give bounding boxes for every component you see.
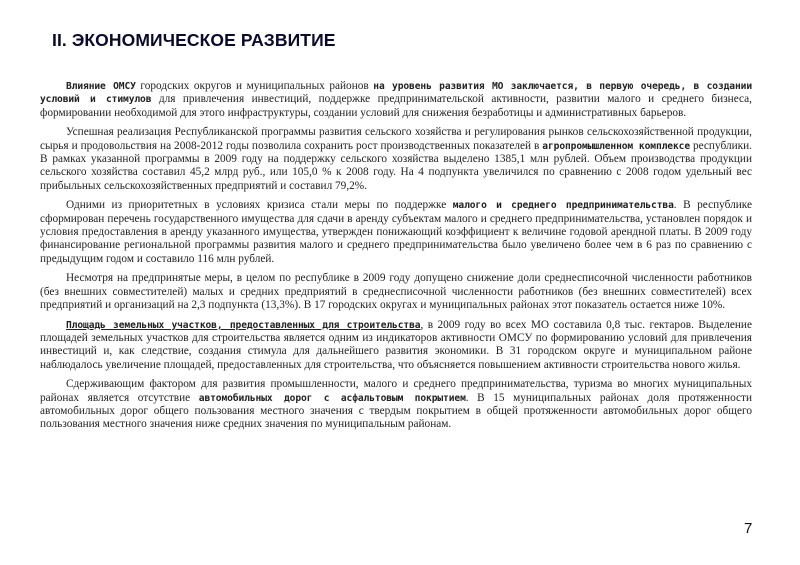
p6-text-a: Сдерживающим фактором для развития промышленности, малого и среднего предпринимательства, туризма во многих муниципальных районах является отсутствие [40,378,752,404]
p2-text-b: республики. В рамках указанной программы в 2009 году на поддержку сельского хозяйства выделено 1385,1 млн рублей. Объем производства продукции сельского хозяйства составил 45,2 млрд руб., или 105,0 % к 2008 году. На 4 подпункта увеличился по сравнению с 2008 годом удельный вес прибыльных сельскохозяйственных предприятий и составил 79,2%. [40,139,752,192]
body-text [40,80,752,438]
p6-text-b: . В 15 муниципальных районах доля протяженности автомобильных дорог общего пользования местного значения с твердым покрытием в общей протяженности автомобильных дорог общего пользования местного значения ниже средних значения по муниципальным районам. [40,391,752,431]
page-number: 7 [744,520,753,537]
p5-text: , в 2009 году во всех МО составила 0,8 тыс. гектаров. Выделение площадей земельных участков для строительства является одним из индикаторов активности ОМСУ по формированию условий для привлечения инвестиций и, как следствие, создания стимула для дальнейшего развития экономики. В 31 городском округе и муниципальном районе наблюдалось увеличение площадей, предоставленных для строительства, что объясняется повышением активности строительства нового жилья. [40,318,752,371]
paragraph-1 [40,80,752,120]
p2-mono: агропромышленном комплексе [542,140,691,152]
paragraph-6 [40,378,752,432]
p4-text: Несмотря на предпринятые меры, в целом по республике в 2009 году допущено снижение доли среднесписочной численности работников (без внешних совместителей) малых и средних предприятий в среднесписочной численности работников (без внешних совместителей) всех предприятий и организаций на 2,3 подпункта (13,3%). В 17 городских округах и муниципальных районах этот показатель остается ниже 10%. [40,272,752,312]
p2-text-a: Успешная реализация Республиканской программы развития сельского хозяйства и регулирования рынков сельскохозяйственной продукции, сырья и продовольствия на 2008-2012 годы позволила сохранить рост производственных показателей в [40,126,752,152]
paragraph-4 [40,272,752,312]
p1-bold: на уровень развития МО заключается, в первую очередь, в создании условий и стимулов [40,81,753,106]
section-heading: II. ЭКОНОМИЧЕСКОЕ РАЗВИТИЕ [52,30,336,50]
p6-bold: автомобильных дорог с асфальтовым покрытием [198,392,466,404]
p5-bold: Площадь земельных участков, предоставленных для строительства [66,319,421,331]
p1-text-b: для привлечения инвестиций, поддержке предпринимательской активности, развитии малого и среднего бизнеса, формировании необходимой для этого инфраструктуры, создании условий для снижения безработицы и административных барьеров. [40,93,752,119]
p1-lead: Влияние ОМСУ [66,81,136,92]
p3-bold: малого и среднего предпринимательства [452,200,674,212]
paragraph-3 [40,199,752,266]
p3-text-b: . В республике сформирован перечень государственного имущества для сдачи в аренду субъектам малого и среднего предпринимательства, установлен порядок и условия предоставления в аренду указанного имущества, утвержден понижающий коэффициент к величине годовой арендной платы. В 2009 году финансирование региональной программы развития малого и среднего предпринимательства было увеличено более чем в 6 раз по сравнению с предыдущим годом и составило 116 млн рублей. [40,199,752,265]
p3-text-a: Одними из приоритетных в условиях кризиса стали меры по поддержке [66,199,453,212]
p1-text-a: городских округов и муниципальных районов [135,80,374,92]
paragraph-5 [40,319,752,373]
paragraph-2 [40,126,752,193]
